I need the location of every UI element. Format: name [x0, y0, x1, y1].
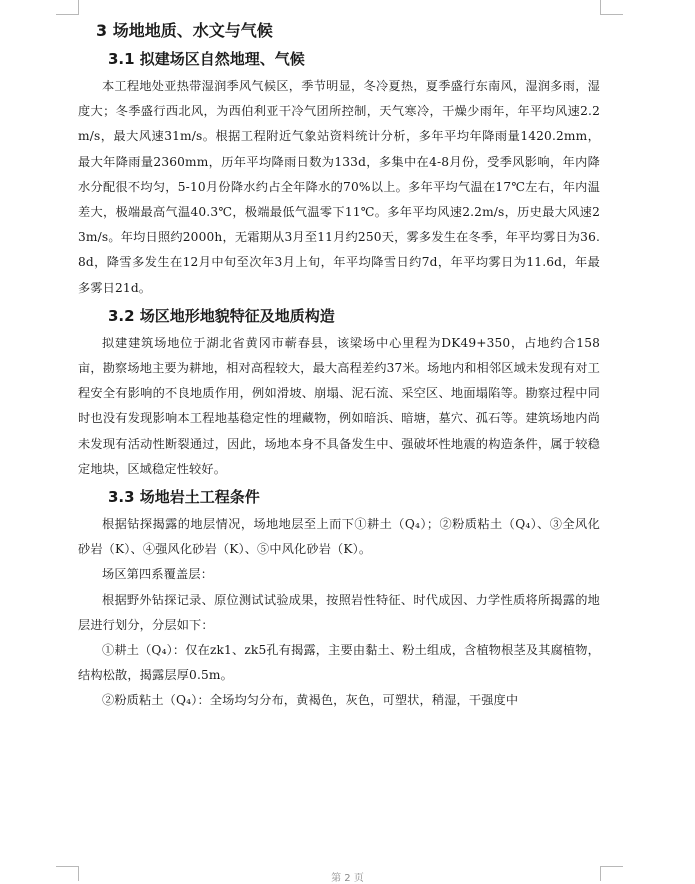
paragraph-quaternary-cover[interactable]: 场区第四系覆盖层： — [102, 567, 214, 582]
chapter-heading[interactable]: 3 场地地质、水文与气候 — [96, 21, 273, 40]
crop-mark-top-left — [56, 0, 79, 15]
page-footer: 第 2 页 — [331, 873, 364, 884]
document-body[interactable] — [78, 18, 600, 714]
section-heading-3-1[interactable]: 3.1 拟建场区自然地理、气候 — [108, 50, 305, 68]
paragraph-strata-overview[interactable]: 根据钻探揭露的地层情况，场地地层至上而下①耕土（Q₄）；②粉质粘土（Q₄）、③全风化砂岩（K）、④强风化砂岩（K）、⑤中风化砂岩（K）。 — [78, 517, 600, 557]
section-heading-3-2[interactable]: 3.2 场区地形地貌特征及地质构造 — [108, 306, 335, 325]
paragraph-layer-2[interactable]: ②粉质粘土（Q₄）：全场均匀分布，黄褐色，灰色，可塑状，稍湿，干强度中 — [102, 693, 519, 708]
paragraph-layer-division[interactable]: 根据野外钻探记录、原位测试试验成果，按照岩性特征、时代成因、力学性质将所揭露的地层进行划分，分层如下： — [78, 592, 600, 632]
crop-mark-top-right — [600, 0, 623, 15]
paragraph-layer-1[interactable]: ①耕土（Q₄）：仅在zk1、zk5孔有揭露，主要由黏土、粉土组成，含植物根茎及其腐植物，结构松散，揭露层厚0.5m。 — [78, 643, 600, 683]
paragraph-climate[interactable]: 本工程地处亚热带湿润季风气候区，季节明显，冬冷夏热，夏季盛行东南风，湿润多雨，湿度大；冬季盛行西北风，为西伯利亚干冷气团所控制，天气寒冷，干燥少雨年，年平均风速2.2m/s，最大风速31m/s。根据工程附近气象站资料统计分析，多年平均年降雨量1420.2mm，最大年降雨量2360mm，历年平均降雨日数为133d，多集中在4-8月份，受季风影响，年内降水分配很不均匀，5-10月份降水约占全年降水的70%以上。多年平均气温在17℃左右，年内温差大，极端最高气温40.3℃，极端最低气温零下11℃。多年平均风速2.2m/s，历史最大风速23m/s。年均日照约2000h，无霜期从3月至11月约250天，雾多发生在冬季，年平均雾日为36.8d，降雪多发生在12月中旬至次年3月上旬，年平均降雪日约7d，年平均雾日为11.6d，年最多雾日21d。 — [78, 79, 600, 295]
section-heading-3-3[interactable]: 3.3 场地岩土工程条件 — [108, 488, 260, 507]
paragraph-terrain[interactable]: 拟建建筑场地位于湖北省黄冈市蕲春县，该梁场中心里程为DK49+350，占地约合158亩，勘察场地主要为耕地，相对高程较大，最大高程差约37米。场地内和相邻区域未发现有对工程安全有影响的不良地质作用，例如滑坡、崩塌、泥石流、采空区、地面塌陷等。勘察过程中同时也没有发现影响本工程地基稳定性的埋藏物，例如暗浜、暗塘，墓穴、孤石等。建筑场地内尚未发现有活动性断裂通过，因此，场地本身不具备发生中、强破坏性地震的构造条件，属于较稳定地块，区域稳定性较好。 — [78, 335, 600, 476]
